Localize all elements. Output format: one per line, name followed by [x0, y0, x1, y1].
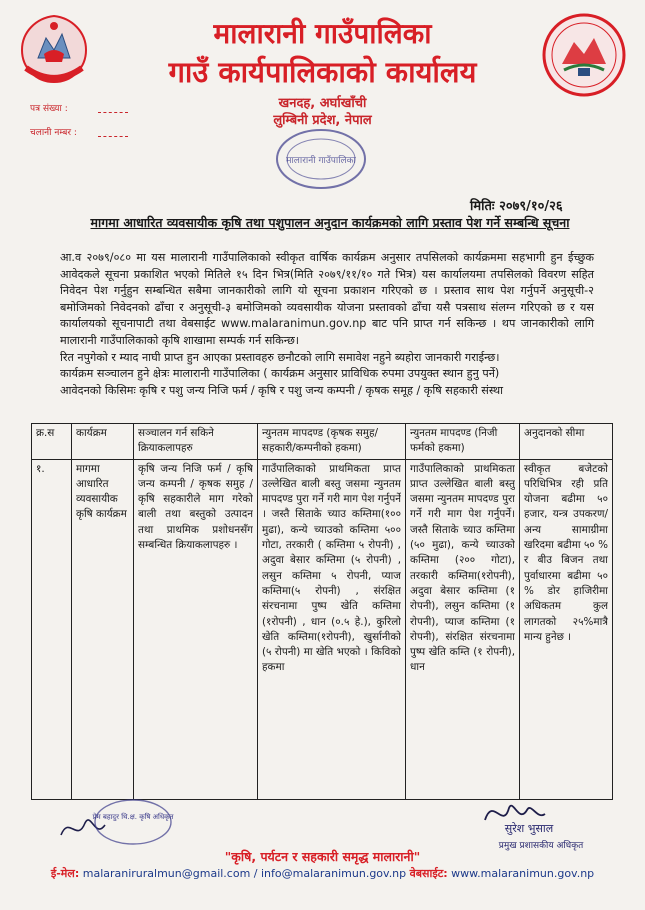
ref-number-line	[98, 112, 128, 113]
cell-grant-limit: स्वीकृत बजेटको परिधिभित्र रही प्रति योजना बढीमा ५० हजार, यन्त्र उपकरण/अन्य सामाग्रीमा खरिदमा बढीमा ५० % र बीउ बिजन तथा पुर्वाधारमा बढीमा ५० % डोर हाजिरीमा अधिकतम कुल लागतको २५%मात्रै मान्य हुनेछ ।	[520, 459, 613, 799]
footer-website-link[interactable]: www.malaranimun.gov.np	[451, 867, 595, 880]
cell-criteria-firm: गाउँपालिकाको प्राथमिकता प्राप्त उल्लेखित बाली बस्तु जसमा न्युनतम मापदण्ड पुरा गर्ने गरी माग पेश गर्नुपर्ने। जस्तै सिताके च्याउ कम्तिमा (५० मुढा), कन्ये च्याउको कम्तिमा (२०० गोटा), तरकारी कम्तिमा(१रोपनी), अदुवा बेसार कम्तिमा (१ रोपनी), लसुन कम्तिमा (१ रोपनी), प्याज कम्तिमा (१ रोपनी), संरक्षित संरचनामा पुष्प खेति कम्ति (१ रोपनी), धान	[406, 459, 520, 799]
office-subtitle: गाउँ कार्यपालिकाको कार्यालय	[168, 55, 477, 89]
body-paragraph-2: रित नपुगेको र म्याद नाघी प्राप्त हुन आएका प्रस्तावहरु छनौटको लागि समावेश नहुने ब्यहोरा जानकारी गराईन्छ।	[60, 350, 500, 364]
footer-slogan: "कृषि, पर्यटन र सहकारी समृद्ध मालारानी"	[224, 849, 421, 864]
website-link[interactable]: www.malaranimun.gov.np	[220, 317, 367, 331]
body-paragraph-1-end: बाट पनि प्राप्त गर्न सकिन्छ । थप जानकारीको लागि मालारानी गाउँपालिकाको कृषि शाखामा सम्पर्क गर्न सकिन्छ।	[60, 317, 595, 347]
office-stamp-icon	[275, 128, 367, 190]
office-title: मालारानी गाउँपालिका	[213, 17, 432, 50]
website-label: वेबसाईट:	[409, 867, 448, 880]
chalani-number-line	[98, 136, 128, 137]
stamp-text: मालारानी गाउँपालिका	[286, 156, 356, 166]
footer-contact	[0, 866, 645, 881]
cell-activities: कृषि जन्य निजि फर्म / कृषि जन्य कम्पनी / कृषक समुह / कृषि सहकारीले माग गरेको बाली तथा बस्तुको उत्पादन तथा प्राथमिक प्रशोधनसँग सम्बन्धित क्रियाकलापहरु ।	[134, 459, 258, 799]
email-links[interactable]: malaraniruralmun@gmail.com / info@malaranimun.gov.np	[82, 867, 407, 880]
chalani-number-label: चलानी नम्बर :	[30, 128, 77, 138]
column-header: न्युनतम मापदण्ड (कृषक समुह/सहकारी/कम्पनीको हकमा)	[258, 424, 406, 460]
column-header: कार्यक्रम	[72, 424, 134, 460]
table-row	[32, 459, 613, 799]
body-paragraph-1-text: आ.व २०७९/०८० मा यस मालारानी गाउँपालिकाको स्वीकृत वार्षिक कार्यक्रम अनुसार तपसिलको कार्यक्रममा सहभागी हुन ईच्छुक आवेदकले सूचना प्रकाशित भएको मितिले १५ दिन भित्र(मिति २०७९/११/१० गते भित्र) यस कार्यालयमा तपसिलको विवरण सहित निवेदन पेश गर्नुहुन सम्बन्धित सबैमा जानकारीको लागि यो सूचना प्रकाशन गरिएको छ । प्रस्ताव साथ पेश गर्नुपर्ने अनुसूची-२ बमोजिमको निवेदनको ढाँचा र अनुसूची-३ बमोजिमको व्यवसायीक योजना प्रस्तावको ढाँचा यसै पत्रसाथ संलग्न गरिएको छ र यस कार्यालयको सूचनापाटी तथा वेबसाईट	[60, 251, 594, 331]
letter-subject: मागमा आधारित व्यवसायीक कृषि तथा पशुपालन अनुदान कार्यक्रमको लागि प्रस्ताव पेश गर्ने सम्बन्धि सूचना	[90, 215, 570, 230]
left-stamp-text: प्रेम बहादुर थि.क्ष. कृषि अधिकृत	[92, 813, 174, 821]
program-table	[31, 423, 613, 800]
left-signature-stamp	[55, 795, 175, 850]
address-line-1: खनदह, अर्घाखाँची	[278, 96, 367, 111]
cell-criteria-group: गाउँपालिकाको प्राथमिकता प्राप्त उल्लेखित बाली बस्तु जसमा न्युनतम मापदण्ड पुरा गर्ने गरी माग पेश गर्नुपर्ने । जस्तै सिताके च्याउ कम्तिमा(१०० मुढा), कन्ये च्याउको कम्तिमा ५०० गोटा, तरकारी ( कम्तिमा ५ रोपनी) , अदुवा बेसार कम्तिमा (५ रोपनी) , लसुन कम्तिमा ५ रोपनी, प्याज कम्तिमा(५ रोपनी) , संरक्षित संरचनामा पुष्प खेति कम्तिमा (१रोपनी) , धान (०.५ हे.), कुरिलो खेति कम्तिमा(१रोपनी), खुर्सानीको (५ रोपनी) मा खेति भएको । किविको हकमा	[258, 459, 406, 799]
address-line-2: लुम्बिनी प्रदेश, नेपाल	[273, 113, 372, 128]
column-header: सञ्चालन गर्न सकिने क्रियाकलापहरु	[134, 424, 258, 460]
table-header-row	[32, 424, 613, 460]
body-paragraph-3: कार्यक्रम सञ्चालन हुने क्षेत्रः मालारानी गाउँपालिका ( कार्यक्रम अनुसार प्राविधिक रुपमा उपयुक्त स्थान हुनु पर्ने)	[60, 367, 500, 381]
column-header: अनुदानको सीमा	[520, 424, 613, 460]
cell-serial: १.	[32, 459, 72, 799]
ref-number-label: पत्र संख्या :	[30, 104, 68, 114]
right-signature	[445, 790, 595, 852]
signatory-title: प्रमुख प्रशासकीय अधिकृत	[498, 841, 584, 851]
signatory-name: सुरेश भुसाल	[504, 822, 554, 835]
body-paragraph-1	[60, 250, 594, 350]
column-header: क्र.स	[32, 424, 72, 460]
column-header: न्युनतम मापदण्ड (निजी फर्मको हकमा)	[406, 424, 520, 460]
body-paragraph-4: आवेदनको किसिमः कृषि र पशु जन्य निजि फर्म / कृषि र पशु जन्य कम्पनी / कृषक समूह / कृषि सहकारी संस्था	[60, 383, 504, 397]
letter-date: मितिः २०७९/१०/२६	[470, 199, 563, 214]
email-label: ई-मेल:	[50, 867, 80, 880]
cell-program: मागमा आधारित व्यवसायीक कृषि कार्यक्रम	[72, 459, 134, 799]
letter-body	[60, 250, 594, 399]
